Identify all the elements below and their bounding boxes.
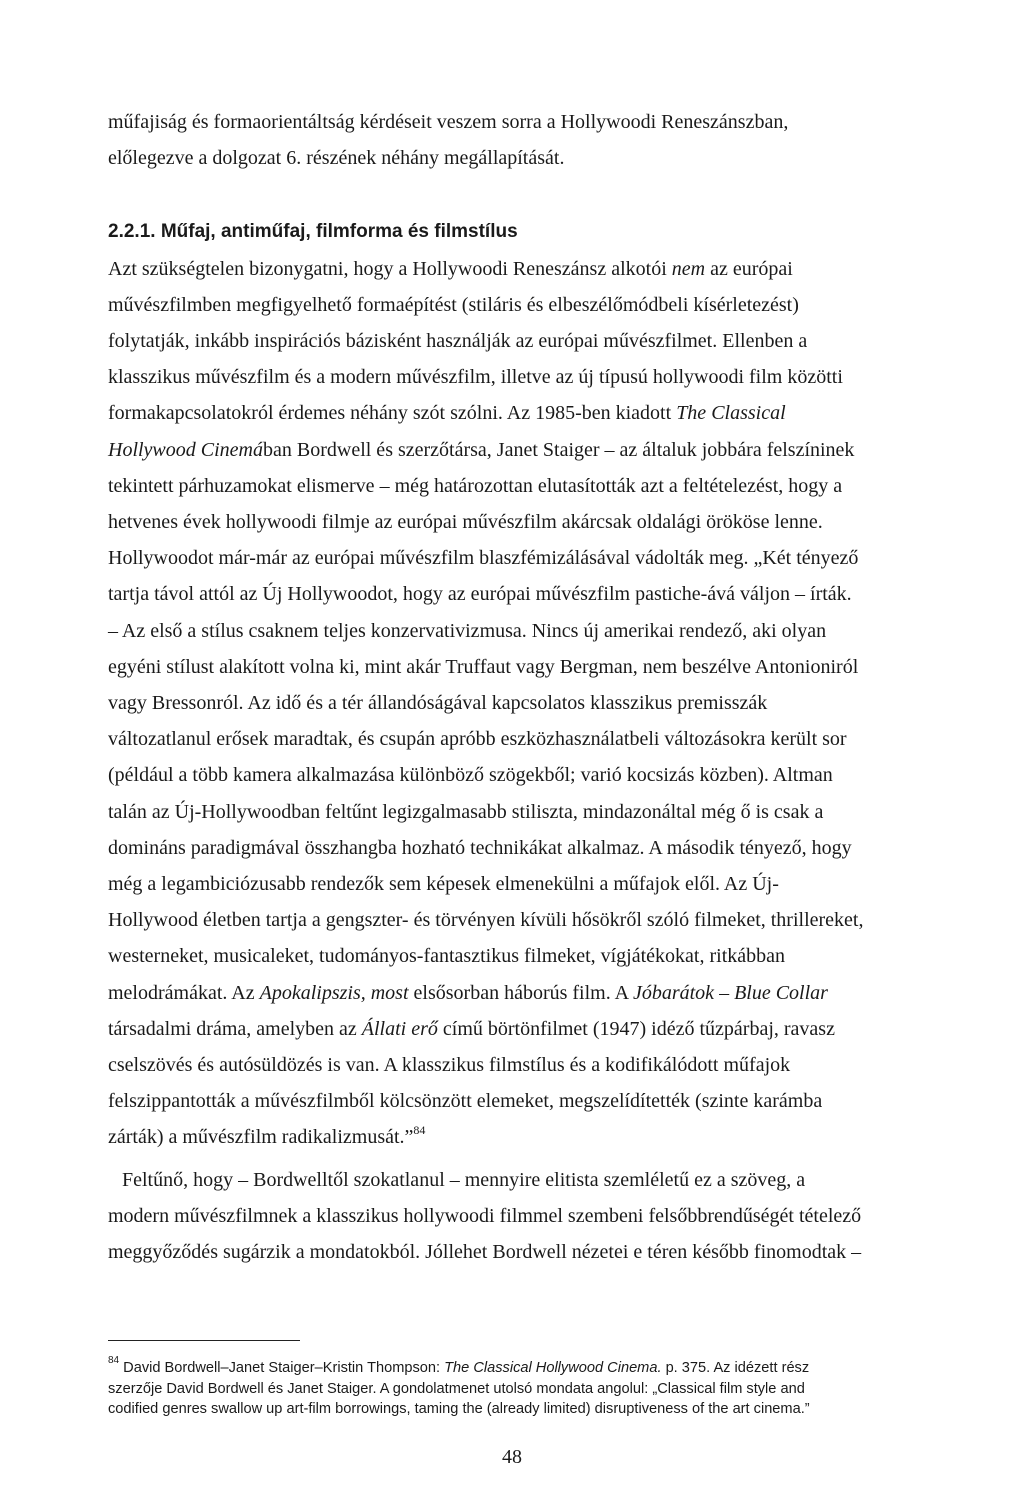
text-line: társadalmi dráma, amelyben az Állati erő című börtönfilmet (1947) idéző tűzpárbaj, ravasz (108, 1017, 835, 1040)
book-title: The Classical Hollywood Cinema. (444, 1360, 662, 1376)
film-title: Állati erő (361, 1017, 438, 1040)
intro-line: műfajiság és formaorientáltság kérdéseit veszem sorra a Hollywoodi Reneszánszban, (108, 111, 789, 133)
text-line: talán az Új-Hollywoodban feltűnt legizgalmasabb stiliszta, mindazonáltal még ő is csak a (108, 800, 824, 823)
book-title: Hollywood Cinemá (108, 438, 263, 461)
text-line: tartja távol attól az Új Hollywoodot, hogy az európai művészfilm pastiche-ává váljon – írták. (108, 583, 852, 606)
film-title: Apokalipszis, most (259, 981, 409, 1004)
text-line: domináns paradigmával összhangba hozható technikákat alkalmaz. A második tényező, hogy (108, 836, 852, 859)
emphasis: nem (671, 257, 706, 280)
film-title: Jóbarátok – Blue Collar (632, 981, 828, 1004)
footnote (108, 1355, 934, 1420)
page-number: 48 (502, 1446, 522, 1468)
section-number: 2.2.1. (108, 221, 156, 243)
book-title: The Classical (676, 402, 786, 425)
paragraph-2 (108, 1162, 934, 1271)
text-line: (például a több kamera alkalmazása különböző szögekből; varió kocsizás közben). Altman (108, 764, 833, 787)
text-line: vagy Bressonról. Az idő és a tér állandóságával kapcsolatos klasszikus premisszák (108, 692, 768, 715)
text-line: Hollywoodot már-már az európai művészfilm blaszfémizálásával vádolták meg. „Két tényező (108, 547, 859, 570)
footnote-separator (108, 1340, 300, 1341)
text-line: – Az első a stílus csaknem teljes konzervativizmusa. Nincs új amerikai rendező, aki olyan (108, 619, 827, 642)
text-line: még a legambiciózusabb rendezők sem képesek elmenekülni a műfajok elől. Az Új- (108, 873, 779, 896)
footnote-line: $^{84}$ David Bordwell–Janet Staiger–Kristin Thompson: The Classical Hollywood Cinema. p. 375. Az idézett rész (108, 1355, 810, 1376)
text-line: cselszövés és autósüldözés is van. A klasszikus filmstílus és a kodifikálódott műfajok (108, 1054, 791, 1077)
text-line: meggyőződés sugárzik a mondatokból. Jóllehet Bordwell nézetei e téren később finomodtak – (108, 1241, 862, 1264)
intro-line: előlegezve a dolgozat 6. részének néhány megállapítását. (108, 147, 565, 170)
section-title: Műfaj, antiműfaj, filmforma és filmstílus (160, 221, 518, 243)
text-line: felszippantották a művészfilmből kölcsönzött elemeket, megszelídítették (szinte karámba (108, 1090, 823, 1113)
text-line: Azt szükségtelen bizonygatni, hogy a Hollywoodi Reneszánsz alkotói nem az európai (108, 257, 793, 280)
text-line: formakapcsolatokról érdemes néhány szót szólni. Az 1985-ben kiadott The Classical (108, 402, 786, 425)
text-line: modern művészfilmnek a klasszikus hollywoodi filmmel szembeni felsőbbrendűségét tételező (108, 1204, 862, 1227)
text-line: egyéni stílust alakított volna ki, mint akár Truffaut vagy Bergman, nem beszélve Antonioniról (108, 655, 859, 678)
text-line: művészfilmben megfigyelhető formaépítést (stiláris és elbeszélőmódbeli kísérletezést) (108, 293, 799, 316)
text-line: Hollywood életben tartja a gengszter- és törvényen kívüli hősökről szóló filmeket, thrillereket, (108, 909, 864, 932)
paragraph-1 (108, 251, 934, 1156)
text-line: westerneket, musicaleket, tudományos-fantasztikus filmeket, vígjátékokat, ritkábban (108, 945, 786, 968)
section-heading (108, 214, 934, 250)
text-line: Feltűnő, hogy – Bordwelltől szokatlanul – mennyire elitista szemléletű ez a szöveg, a (122, 1168, 806, 1191)
text-line: változatlanul erősek maradtak, és csupán apróbb eszközhasználatbeli változásokra került sor (108, 728, 847, 751)
text-line: melodrámákat. Az Apokalipszis, most elsősorban háborús film. A Jóbarátok – Blue Collar (108, 981, 828, 1004)
footnote-line: codified genres swallow up art-film borrowings, taming the (already limited) disruptiveness of the art cinema.” (108, 1401, 810, 1417)
text-line: hetvenes évek hollywoodi filmje az európai művészfilm akárcsak oldalági örököse lenne. (108, 511, 823, 534)
text-line: klasszikus művészfilm és a modern művészfilm, illetve az új típusú hollywoodi film közötti (108, 366, 843, 389)
footnote-marker: 84 (108, 1355, 120, 1367)
footnote-reference[interactable]: 84 (413, 1122, 426, 1137)
footnote-line: szerzője David Bordwell és Janet Staiger. A gondolatmenet utolsó mondata angolul: „Classical film style and (108, 1380, 805, 1397)
text-line: zárták) a művészfilm radikalizmusát.”$^{84}$ (108, 1122, 426, 1149)
text-line: tekintett párhuzamokat elismerve – még határozottan elutasították azt a feltételezést, hogy a (108, 474, 843, 497)
text-line: folytatják, inkább inspirációs bázisként használják az európai művészfilmet. Ellenben a (108, 330, 808, 353)
text-line: Hollywood Cinemában Bordwell és szerzőtársa, Janet Staiger – az általuk jobbára felszíninek (108, 438, 855, 461)
page-body (108, 104, 934, 1270)
